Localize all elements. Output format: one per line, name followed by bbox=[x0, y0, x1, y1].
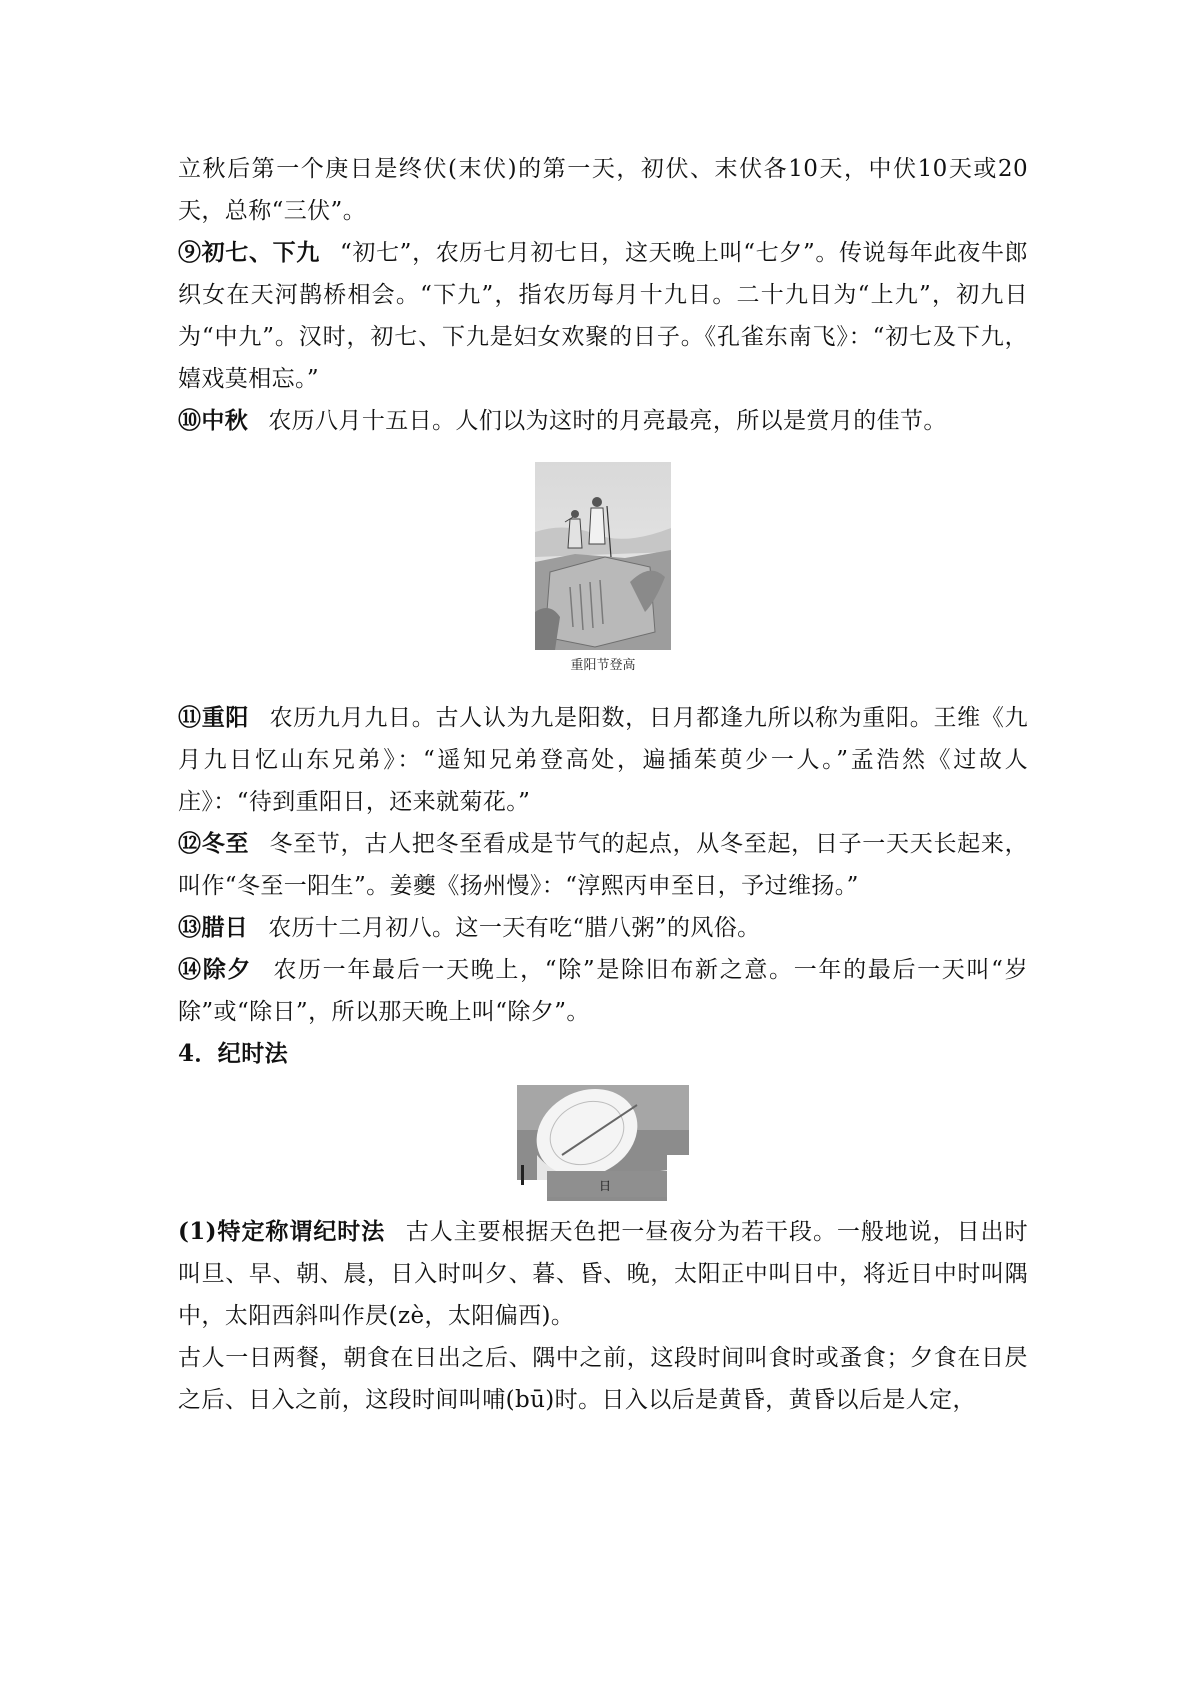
paragraph-section-1 bbox=[178, 1211, 1028, 1337]
term-heading: 重阳 bbox=[201, 704, 250, 731]
item-number: ⑨ bbox=[178, 239, 202, 266]
document-body bbox=[178, 148, 1028, 1421]
sundial-inscription: 日 bbox=[599, 1179, 612, 1193]
paragraph-text: 冬至节，古人把冬至看成是节气的起点，从冬至起，日子一天天长起来，叫作“冬至一阳生”。姜夔《扬州慢》：“淳熙丙申至日，予过维扬。” bbox=[178, 831, 1028, 899]
paragraph-section-1-continued bbox=[178, 1337, 1028, 1421]
figure-caption: 重阳节登高 bbox=[570, 658, 636, 673]
paragraph-text: 古人主要根据天色把一昼夜分为若干段。一般地说，日出时叫旦、早、朝、晨，日入时叫夕、暮、昏、晚，太阳正中叫日中，将近日中时叫隅中，太阳西斜叫作昃(zè，太阳偏西)。 bbox=[178, 1219, 1028, 1329]
paragraph-lari bbox=[178, 907, 1028, 949]
sundial-image bbox=[517, 1085, 689, 1201]
paragraph-chongyang bbox=[178, 697, 1028, 823]
section-title: 4．纪时法 bbox=[178, 1040, 289, 1067]
chongyang-figure bbox=[178, 462, 1028, 673]
item-number: ⑬ bbox=[178, 914, 202, 941]
paragraph-chuxi bbox=[178, 949, 1028, 1033]
paragraph-text: 农历十二月初八。这一天有吃“腊八粥”的风俗。 bbox=[268, 915, 761, 941]
paragraph-text: 农历九月九日。古人认为九是阳数，日月都逢九所以称为重阳。王维《九月九日忆山东兄弟》：“遥知兄弟登高处，遍插茱萸少一人。”孟浩然《过故人庄》：“待到重阳日，还来就菊花。” bbox=[178, 705, 1028, 815]
term-heading: 腊日 bbox=[201, 914, 249, 941]
paragraph-zhongqiu bbox=[178, 400, 1028, 442]
sundial-figure bbox=[178, 1085, 1028, 1201]
paragraph-text: “初七”，农历七月初七日，这天晚上叫“七夕”。传说每年此夜牛郎织女在天河鹊桥相会。“下九”，指农历每月十九日。二十九日为“上九”，初九日为“中九”。汉时，初七、下九是妇女欢聚的日子。《孔雀东南飞》：“初七及下九，嬉戏莫相忘。” bbox=[178, 240, 1029, 392]
term-heading: 除夕 bbox=[202, 956, 253, 983]
term-heading: (1)特定称谓纪时法 bbox=[178, 1218, 386, 1245]
term-heading: 冬至 bbox=[201, 830, 250, 857]
paragraph-text: 农历八月十五日。人们以为这时的月亮最亮，所以是赏月的佳节。 bbox=[268, 408, 947, 434]
paragraph-text: 农历一年最后一天晚上，“除”是除旧布新之意。一年的最后一天叫“岁除”或“除日”，所以那天晚上叫“除夕”。 bbox=[178, 957, 1028, 1025]
paragraph-chuqi-xiajiu bbox=[178, 232, 1028, 400]
chongyang-climbing-image bbox=[535, 462, 671, 650]
item-number: ⑫ bbox=[178, 830, 202, 857]
item-number: ⑪ bbox=[178, 704, 202, 731]
paragraph-text: 古人一日两餐，朝食在日出之后、隅中之前，这段时间叫食时或蚤食；夕食在日昃之后、日入之前，这段时间叫哺(bū)时。日入以后是黄昏，黄昏以后是人定， bbox=[178, 1345, 1028, 1413]
term-heading: 中秋 bbox=[201, 407, 249, 434]
paragraph-dongzhi bbox=[178, 823, 1028, 907]
item-number: ⑭ bbox=[178, 956, 203, 983]
paragraph-text: 立秋后第一个庚日是终伏(末伏)的第一天，初伏、末伏各10天，中伏10天或20天，总称“三伏”。 bbox=[178, 156, 1028, 224]
item-number: ⑩ bbox=[178, 407, 202, 434]
paragraph-sanfu bbox=[178, 148, 1028, 232]
term-heading: 初七、下九 bbox=[201, 239, 320, 266]
section-heading bbox=[178, 1033, 1028, 1075]
